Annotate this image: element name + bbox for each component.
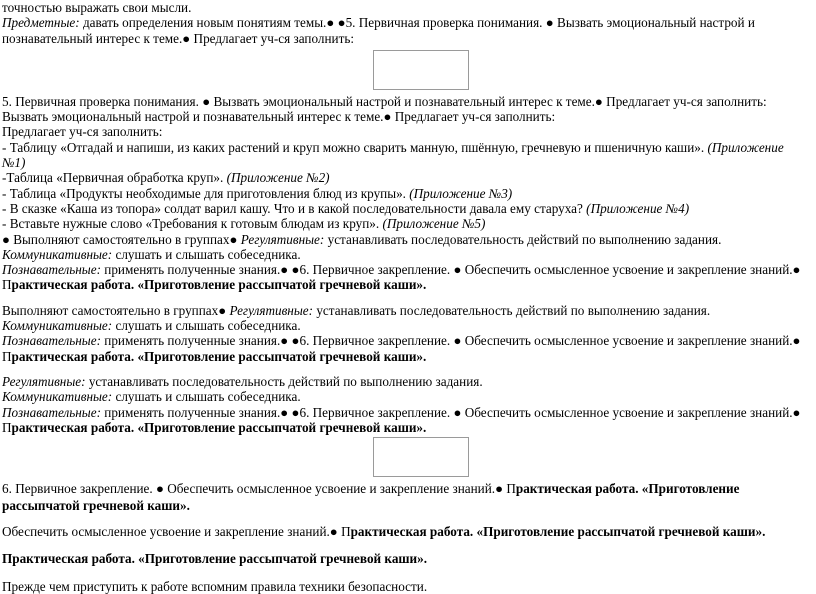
label-subject: Предметные: xyxy=(2,15,80,31)
heading-practical-work: Практическая работа. «Приготовление рассыпчатой гречневой каши». xyxy=(2,551,428,567)
empty-image-frame xyxy=(373,437,469,477)
list-item-4: - В сказке «Каша из топора» солдат варил кашу. Что и в какой последовательности давала ему старуха? (Приложение №4) xyxy=(2,200,690,216)
paragraph-safety: Прежде чем приступить к работе вспомним правила техники безопасности. xyxy=(2,578,428,594)
block-group-work-1: ● Выполняют самостоятельно в группах● Регулятивные: устанавливать последовательность действий по выполнению задания. Коммуникативные: слушать и слышать собеседника. Познавательные: применять полученные знания.● ●6. Первичное закрепление. ● Обеспечить осмысленное усвоение и закрепление знаний.● Практическая работа. «Приготовление рассыпчатой гречневой каши». xyxy=(2,231,801,293)
paragraph-subject-results: Предметные: давать определения новым понятиям темы.● ●5. Первичная проверка понимания. ● Вызвать эмоциональный настрой и познавательный интерес к теме.● Предлагает уч-ся заполнить: xyxy=(2,15,755,46)
image-placeholder-2 xyxy=(2,435,810,481)
paragraph-motivation: Вызвать эмоциональный настрой и познавательный интерес к теме.● Предлагает уч-ся заполнить: xyxy=(2,109,556,125)
list-item-2: -Таблица «Первичная обработка круп». (Приложение №2) xyxy=(2,170,330,186)
paragraph-intro: точностью выражать свои мысли. xyxy=(2,0,192,15)
block-consolidation: 6. Первичное закрепление. ● Обеспечить осмысленное усвоение и закрепление знаний.● Практическая работа. «Приготовление рассыпчатой гречневой каши». xyxy=(2,481,740,513)
block-regulatory: Регулятивные: устанавливать последовательность действий по выполнению задания. Коммуникативные: слушать и слышать собеседника. Познавательные: применять полученные знания.● ●6. Первичное закрепление. ● Обеспечить осмысленное усвоение и закрепление знаний.● Практическая работа. «Приготовление рассыпчатой гречневой каши». xyxy=(2,373,801,435)
document-body xyxy=(2,0,810,594)
list-item-3: - Таблица «Продукты необходимые для приготовления блюд из крупы». (Приложение №3) xyxy=(2,185,513,201)
paragraph-check-understanding: 5. Первичная проверка понимания. ● Вызвать эмоциональный настрой и познавательный интерес к теме.● Предлагает уч-ся заполнить: xyxy=(2,93,767,109)
list-item-5: - Вставьте нужные слово «Требования к готовым блюдам из круп». (Приложение №5) xyxy=(2,216,486,232)
empty-image-frame xyxy=(373,50,469,90)
image-placeholder-1 xyxy=(2,46,810,94)
block-ensure-learning: Обеспечить осмысленное усвоение и закрепление знаний.● Практическая работа. «Приготовление рассыпчатой гречневой каши». xyxy=(2,524,766,540)
list-item-1: - Таблицу «Отгадай и напиши, из каких растений и круп можно сварить манную, пшённую, гречневую и пшеничную каши». (Приложение №1) xyxy=(2,139,784,171)
block-group-work-2: Выполняют самостоятельно в группах● Регулятивные: устанавливать последовательность действий по выполнению задания. Коммуникативные: слушать и слышать собеседника. Познавательные: применять полученные знания.● ●6. Первичное закрепление. ● Обеспечить осмысленное усвоение и закрепление знаний.● Практическая работа. «Приготовление рассыпчатой гречневой каши». xyxy=(2,302,801,364)
paragraph-fill-prompt: Предлагает уч-ся заполнить: xyxy=(2,124,163,140)
